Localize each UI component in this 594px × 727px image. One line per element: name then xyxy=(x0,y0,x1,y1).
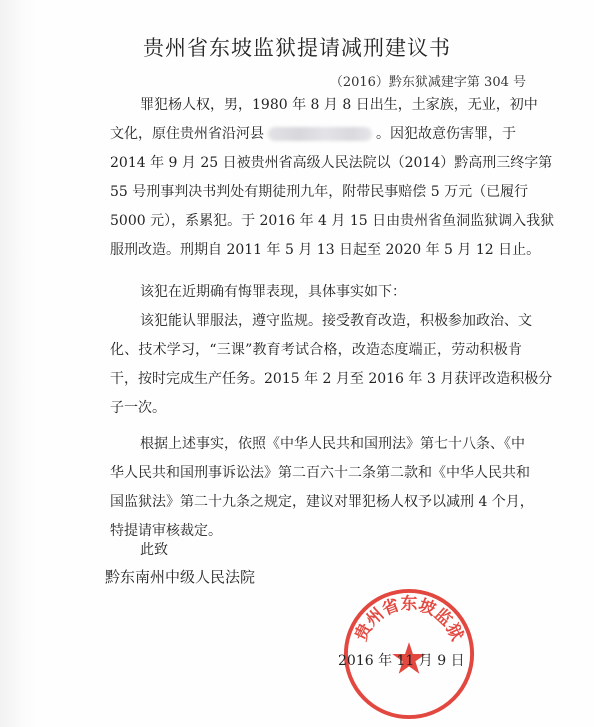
seal-text-path: 贵州省东坡监狱 xyxy=(350,593,468,644)
paragraph-1-line-4: 55 号刑事判决书判处有期徒刑九年，附带民事赔偿 5 万元（已履行 xyxy=(110,184,529,200)
document-title: 贵州省东坡监狱提请减刑建议书 xyxy=(143,36,451,60)
redacted-address xyxy=(268,127,372,141)
paragraph-3-line-3: 干，按时完成生产任务。2015 年 2 月至 2016 年 3 月获评改造积极分 xyxy=(110,371,553,387)
paragraph-2-line-1: 该犯在近期确有悔罪表现，具体事实如下： xyxy=(140,284,406,300)
paragraph-1-line-2-start: 文化，原住贵州省沿河县 xyxy=(110,126,264,142)
paragraph-4-line-3: 国监狱法》第二十九条之规定，建议对罪犯杨人权予以减刑 4 个月， xyxy=(110,494,534,510)
paragraph-1-line-2 xyxy=(110,125,516,143)
paragraph-1-line-2-end: 。因犯故意伤害罪，于 xyxy=(376,126,516,142)
paragraph-3-line-2: 化、技术学习，“三课”教育考试合格，改造态度端正，劳动积极肯 xyxy=(110,342,522,358)
seal-text xyxy=(350,593,468,644)
page-fold-shadow xyxy=(0,0,38,727)
addressee-court: 黔东南州中级人民法院 xyxy=(105,568,256,586)
paragraph-4-line-2: 华人民共和国刑事诉讼法》第二百六十二条第二款和《中华人民共和 xyxy=(110,465,530,481)
paragraph-4-line-4: 特提请审核裁定。 xyxy=(110,523,222,539)
document-date: 2016 年 11 月 9 日 xyxy=(338,653,465,669)
paragraph-1-line-6: 服刑改造。刑期自 2011 年 5 月 13 日起至 2020 年 5 月 12 日止。 xyxy=(110,242,541,258)
paragraph-3-line-1: 该犯能认罪服法，遵守监规。接受教育改造，积极参加政治、文 xyxy=(140,313,532,329)
paragraph-1-line-5: 5000 元），系累犯。于 2016 年 4 月 15 日由贵州省鱼洞监狱调入我狱 xyxy=(110,213,555,229)
paragraph-1-line-1: 罪犯杨人权，男，1980 年 8 月 8 日出生，土家族，无业，初中 xyxy=(140,97,538,113)
paragraph-1-line-3: 2014 年 9 月 25 日被贵州省高级人民法院以（2014）黔高刑三终字第 xyxy=(110,155,553,171)
paragraph-3-line-4: 子一次。 xyxy=(110,400,166,416)
paragraph-4-line-1: 根据上述事实，依照《中华人民共和国刑法》第七十八条、《中 xyxy=(140,436,525,452)
salutation: 此致 xyxy=(140,542,168,558)
document-number: （2016）黔东狱减建字第 304 号 xyxy=(329,75,526,90)
